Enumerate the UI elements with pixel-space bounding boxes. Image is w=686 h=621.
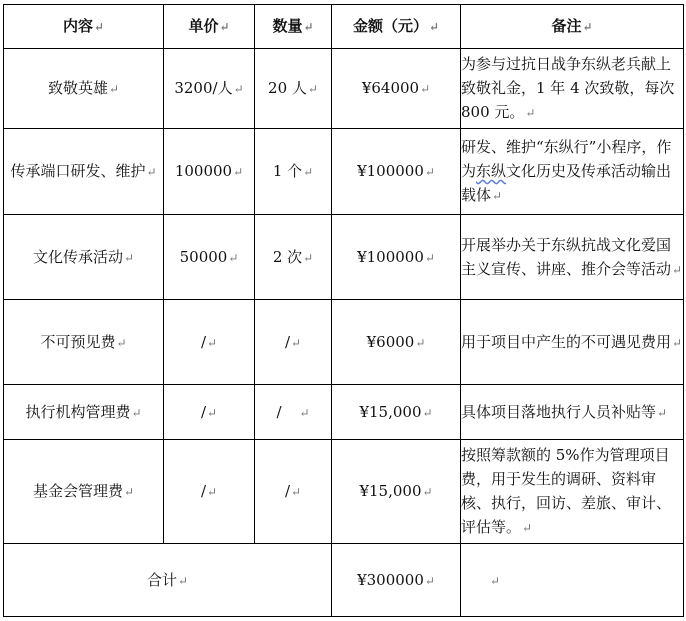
amount-cell — [332, 300, 461, 385]
amount-text: ¥15,000 — [359, 482, 422, 500]
item-cell — [4, 440, 164, 544]
amount-text: ¥64000 — [361, 79, 420, 97]
return-mark-icon: ↵ — [116, 335, 127, 350]
total-amount-cell — [332, 544, 461, 617]
price-text: 100000 — [174, 162, 233, 180]
return-mark-icon: ↵ — [525, 106, 536, 120]
budget-table — [3, 4, 684, 617]
qty-text: 20 人 — [268, 79, 307, 97]
return-mark-icon: ↵ — [657, 405, 668, 420]
return-mark-icon: ↵ — [422, 405, 433, 420]
return-mark-icon: ↵ — [424, 250, 435, 265]
note-text: 文化历史及传承活动输出载体 — [461, 162, 672, 204]
return-mark-icon: ↵ — [420, 82, 431, 96]
item-cell — [4, 385, 164, 440]
header-label: 内容 — [62, 17, 93, 35]
price-text: 3200/人 — [174, 79, 233, 97]
return-mark-icon: ↵ — [131, 405, 142, 420]
return-mark-icon: ↵ — [219, 20, 230, 34]
return-mark-icon: ↵ — [177, 573, 189, 588]
item-text: 执行机构管理费 — [25, 402, 131, 421]
return-mark-icon: ↵ — [233, 165, 244, 179]
header-label: 单价 — [188, 17, 219, 35]
return-mark-icon: ↵ — [307, 82, 318, 96]
return-mark-icon: ↵ — [108, 82, 120, 96]
item-cell — [4, 215, 164, 300]
qty-text: / — [276, 402, 282, 421]
header-label: 数量 — [272, 17, 303, 35]
note-cell — [461, 215, 684, 300]
amount-text: ¥100000 — [357, 162, 424, 180]
item-text: 基金会管理费 — [32, 482, 123, 500]
table-row — [4, 129, 684, 215]
return-mark-icon: ↵ — [207, 405, 218, 420]
header-quantity — [255, 5, 332, 49]
item-text: 文化传承活动 — [32, 247, 123, 266]
qty-text: / — [284, 482, 290, 500]
price-text: / — [200, 402, 206, 421]
return-mark-icon: ↵ — [299, 405, 310, 420]
price-cell — [164, 440, 255, 544]
note-cell — [461, 385, 684, 440]
spellcheck-underlined-text: 东纵 — [476, 162, 507, 180]
return-mark-icon: ↵ — [492, 189, 503, 203]
note-text: 具体项目落地执行人员补贴等 — [461, 402, 657, 421]
return-mark-icon: ↵ — [233, 82, 244, 96]
return-mark-icon: ↵ — [672, 335, 683, 350]
item-text: 传承端口研发、维护 — [10, 162, 146, 180]
qty-text: 1 个 — [272, 162, 303, 180]
item-text: 致敬英雄 — [47, 79, 108, 97]
price-text: / — [200, 482, 206, 500]
return-mark-icon: ↵ — [207, 335, 218, 350]
table-row — [4, 300, 684, 385]
amount-text: ¥100000 — [357, 247, 424, 266]
return-mark-icon: ↵ — [582, 20, 593, 34]
item-cell — [4, 300, 164, 385]
amount-cell — [332, 385, 461, 440]
item-cell — [4, 129, 164, 215]
return-mark-icon: ↵ — [228, 250, 239, 265]
amount-cell — [332, 215, 461, 300]
header-label: 金额（元） — [352, 17, 428, 35]
total-row — [4, 544, 684, 617]
price-cell — [164, 49, 255, 129]
return-mark-icon: ↵ — [490, 573, 501, 588]
note-cell — [461, 300, 684, 385]
qty-cell — [255, 385, 332, 440]
return-mark-icon: ↵ — [123, 250, 135, 265]
return-mark-icon: ↵ — [422, 485, 433, 499]
header-label: 备注 — [551, 17, 582, 35]
header-remarks — [461, 5, 684, 49]
return-mark-icon: ↵ — [93, 20, 105, 34]
return-mark-icon: ↵ — [428, 20, 440, 34]
note-text: 研发、维护“东纵行”小程序，作为 — [461, 138, 672, 180]
qty-cell — [255, 49, 332, 129]
note-text: 按照筹款额的 5%作为管理项目费，用于发生的调研、资料审核、执行，回访、差旅、审计、评估等。 — [461, 446, 672, 536]
return-mark-icon: ↵ — [303, 20, 314, 34]
item-text: 不可预见费 — [40, 332, 116, 351]
header-row — [4, 5, 684, 49]
price-cell — [164, 129, 255, 215]
total-amount: ¥300000 — [357, 570, 424, 589]
total-label: 合计 — [146, 570, 177, 589]
return-mark-icon: ↵ — [424, 165, 435, 179]
return-mark-icon: ↵ — [146, 165, 157, 179]
qty-cell — [255, 129, 332, 215]
return-mark-icon: ↵ — [522, 521, 533, 535]
return-mark-icon: ↵ — [672, 262, 683, 277]
return-mark-icon: ↵ — [303, 165, 314, 179]
total-label-cell — [4, 544, 332, 617]
item-cell — [4, 49, 164, 129]
amount-cell — [332, 49, 461, 129]
price-cell — [164, 300, 255, 385]
table-row — [4, 49, 684, 129]
price-cell — [164, 385, 255, 440]
amount-text: ¥6000 — [366, 332, 415, 351]
note-cell — [461, 129, 684, 215]
return-mark-icon: ↵ — [415, 335, 426, 350]
table-row — [4, 385, 684, 440]
note-cell — [461, 49, 684, 129]
price-text: 50000 — [179, 247, 228, 266]
table-row — [4, 440, 684, 544]
return-mark-icon: ↵ — [291, 485, 302, 499]
header-unit-price — [164, 5, 255, 49]
table-row — [4, 215, 684, 300]
price-cell — [164, 215, 255, 300]
amount-cell — [332, 129, 461, 215]
return-mark-icon: ↵ — [424, 573, 435, 588]
return-mark-icon: ↵ — [207, 485, 218, 499]
header-amount — [332, 5, 461, 49]
qty-text: / — [284, 332, 290, 351]
qty-cell — [255, 215, 332, 300]
price-text: / — [200, 332, 206, 351]
note-text: 为参与过抗日战争东纵老兵献上致敬礼金，1 年 4 次致敬，每次 800 元。 — [461, 55, 675, 121]
header-content — [4, 5, 164, 49]
total-note-cell — [461, 544, 684, 617]
amount-cell — [332, 440, 461, 544]
return-mark-icon: ↵ — [291, 335, 302, 350]
note-text: 开展举办关于东纵抗战文化爱国主义宣传、讲座、推介会等活动 — [461, 235, 672, 278]
qty-text: 2 次 — [272, 247, 303, 266]
qty-cell — [255, 440, 332, 544]
qty-cell — [255, 300, 332, 385]
note-cell — [461, 440, 684, 544]
note-text: 用于项目中产生的不可遇见费用 — [461, 332, 672, 351]
return-mark-icon: ↵ — [123, 485, 135, 499]
return-mark-icon: ↵ — [303, 250, 314, 265]
amount-text: ¥15,000 — [359, 402, 422, 421]
